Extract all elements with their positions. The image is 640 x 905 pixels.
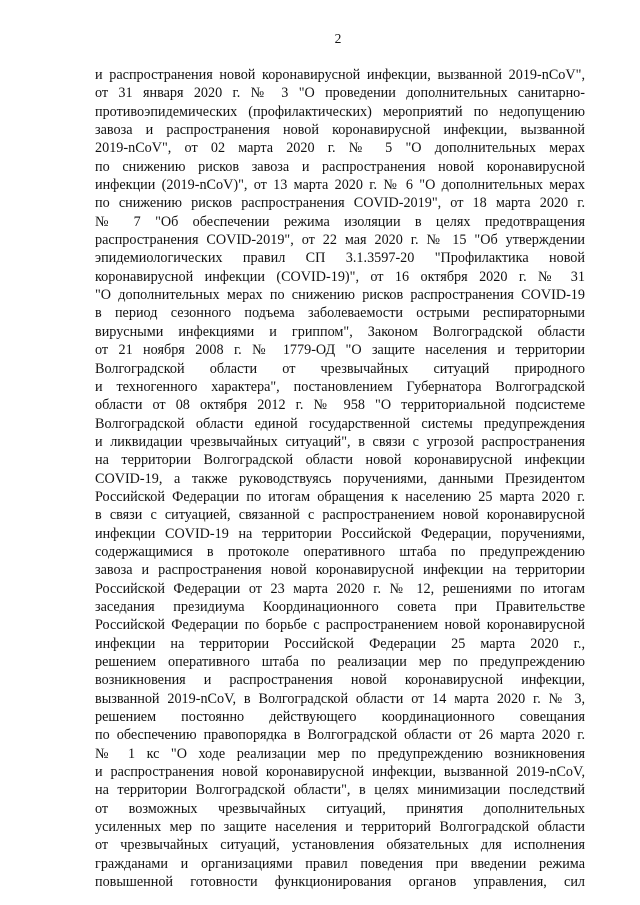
text-line: и техногенного характера", постановлением Губернатора Волгоградской: [95, 378, 585, 395]
text-line: от возможных чрезвычайных ситуаций, принятия дополнительных: [95, 800, 585, 817]
text-line: Российской Федерации от 23 марта 2020 г. № 12, решениями по итогам: [95, 580, 585, 597]
text-line: Волгоградской области от чрезвычайных ситуаций природного: [95, 360, 585, 377]
text-line: повышенной готовности функционирования органов управления, сил: [95, 874, 585, 891]
text-line: COVID-19, а также руководствуясь поручениями, данными Президентом: [95, 470, 585, 487]
text-line: противоэпидемических (профилактических) мероприятий по недопущению: [95, 103, 585, 120]
text-line: решением оперативного штаба по реализации мер по предупреждению: [95, 654, 585, 670]
text-line: инфекции COVID-19 на территории Российской Федерации, поручениями,: [95, 525, 585, 542]
text-line: и распространения новой коронавирусной инфекции, вызванной 2019-nCoV",: [95, 67, 585, 83]
text-line: содержащимися в протоколе оперативного штаба по предупреждению: [95, 543, 585, 560]
text-line: Волгоградской области единой государственной системы предупреждения: [95, 415, 585, 432]
page-number: 2: [334, 31, 342, 46]
text-line: завоза и распространения новой коронавирусной инфекции на территории: [95, 562, 585, 579]
text-line: "О дополнительных мерах по снижению рисков распространения COVID-19: [95, 287, 585, 304]
text-line: в связи с ситуацией, связанной с распространением новой коронавирусной: [95, 507, 585, 524]
text-line: по снижению рисков распространения COVID-2019", от 18 марта 2020 г.: [95, 195, 585, 212]
text-line: эпидемиологических правил СП 3.1.3597-20 "Профилактика новой: [95, 250, 585, 267]
text-line: от чрезвычайных ситуаций, установления обязательных для исполнения: [95, 837, 585, 854]
text-line: вызванной 2019-nCoV, в Волгоградской области от 14 марта 2020 г. № 3,: [95, 690, 585, 707]
text-line: по снижению рисков завоза и распространения новой коронавирусной: [95, 158, 585, 175]
text-line: и ликвидации чрезвычайных ситуаций", в связи с угрозой распространения: [95, 433, 585, 450]
text-line: Российской Федерации по борьбе с распространением новой коронавирусной: [95, 617, 585, 634]
text-line: от 31 января 2020 г. № 3 "О проведении дополнительных санитарно-: [95, 85, 585, 102]
text-line: Российской Федерации по итогам обращения к населению 25 марта 2020 г.: [95, 488, 585, 505]
text-line: усиленных мер по защите населения и территорий Волгоградской области: [95, 819, 585, 836]
text-line: и распространения новой коронавирусной инфекции, вызванной 2019-nCoV,: [95, 764, 585, 781]
text-line: № 7 "Об обеспечении режима изоляции в целях предотвращения: [95, 213, 585, 230]
text-line: от 21 ноября 2008 г. № 1779-ОД "О защите населения и территории: [95, 342, 585, 359]
text-line: на территории Волгоградской области", в целях минимизации последствий: [95, 782, 585, 799]
text-line: на территории Волгоградской области новой коронавирусной инфекции: [95, 452, 585, 469]
text-line: решением постоянно действующего координационного совещания: [95, 709, 585, 726]
text-line: распространения COVID-2019", от 22 мая 2020 г. № 15 "Об утверждении: [95, 232, 585, 249]
text-line: области от 08 октября 2012 г. № 958 "О территориальной подсистеме: [95, 397, 585, 414]
text-line: инфекции (2019-nCoV)", от 13 марта 2020 г. № 6 "О дополнительных мерах: [95, 177, 585, 194]
text-line: инфекции на территории Российской Федерации 25 марта 2020 г.,: [95, 635, 585, 652]
text-line: в период сезонного подъема заболеваемости острыми респираторными: [95, 305, 585, 322]
text-line: заседания президиума Координационного совета при Правительстве: [95, 598, 585, 615]
text-line: коронавирусной инфекции (COVID-19)", от 16 октября 2020 г. № 31: [95, 268, 585, 285]
text-line: гражданами и организациями правил поведения при введении режима: [95, 855, 585, 872]
body-text: [95, 66, 585, 891]
text-line: по обеспечению правопорядка в Волгоградской области от 26 марта 2020 г.: [95, 727, 585, 744]
text-line: возникновения и распространения новой коронавирусной инфекции,: [95, 672, 585, 689]
text-line: завоза и распространения новой коронавирусной инфекции, вызванной: [95, 122, 585, 139]
text-line: вирусными инфекциями и гриппом", Законом Волгоградской области: [95, 323, 585, 340]
text-line: № 1 кс "О ходе реализации мер по предупреждению возникновения: [95, 745, 585, 762]
text-line: 2019-nCoV", от 02 марта 2020 г. № 5 "О дополнительных мерах: [95, 140, 585, 157]
